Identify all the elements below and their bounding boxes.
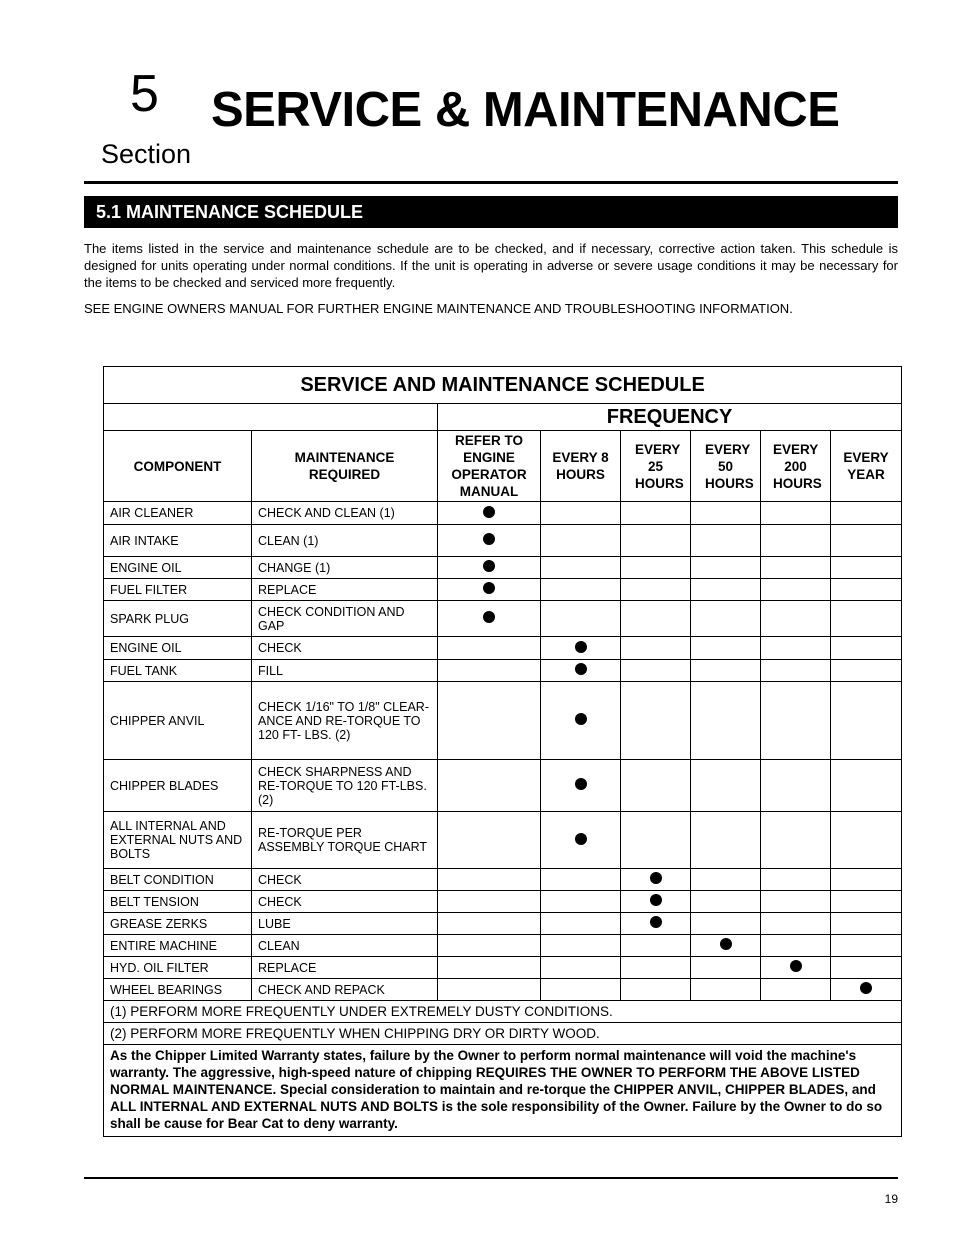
table-row [104, 812, 902, 869]
maintenance-cell: CHECK AND CLEAN (1) [252, 502, 438, 525]
frequency-dot-icon [720, 938, 732, 950]
frequency-cell [691, 891, 761, 913]
frequency-cell [691, 979, 761, 1001]
component-cell: CHIPPER ANVIL [104, 682, 252, 760]
frequency-cell [541, 557, 621, 579]
maintenance-cell: REPLACE [252, 957, 438, 979]
engine-manual-note: SEE ENGINE OWNERS MANUAL FOR FURTHER ENGINE MAINTENANCE AND TROUBLESHOOTING INFORMATION. [84, 301, 793, 316]
table-row [104, 637, 902, 660]
col-header-component: COMPONENT [104, 431, 252, 502]
col-header-every-year: EVERY YEAR [831, 431, 902, 502]
table-row [104, 913, 902, 935]
col-header-maintenance: MAINTENANCE REQUIRED [252, 431, 438, 502]
component-cell: ENGINE OIL [104, 557, 252, 579]
frequency-cell [438, 525, 541, 557]
component-cell: ENGINE OIL [104, 637, 252, 660]
frequency-cell [541, 957, 621, 979]
component-cell: BELT CONDITION [104, 869, 252, 891]
frequency-cell [541, 601, 621, 637]
col-header-every-200-hours: EVERY 200 HOURS [761, 431, 831, 502]
frequency-dot-icon [650, 872, 662, 884]
maintenance-cell: CHECK 1/16" TO 1/8" CLEAR-ANCE AND RE-TORQUE TO 120 FT- LBS. (2) [252, 682, 438, 760]
maintenance-cell: CHECK [252, 869, 438, 891]
frequency-cell [691, 760, 761, 812]
frequency-cell [621, 913, 691, 935]
frequency-cell [831, 979, 902, 1001]
frequency-cell [541, 579, 621, 601]
frequency-cell [761, 637, 831, 660]
frequency-cell [438, 812, 541, 869]
component-cell: ENTIRE MACHINE [104, 935, 252, 957]
intro-paragraph: The items listed in the service and maintenance schedule are to be checked, and if necessary, corrective action taken. This schedule is designed for units operating under normal conditions. If the unit is operating in adverse or severe usage conditions it may be necessary for the items to be checked and serviced more frequently. [84, 241, 898, 290]
table-row [104, 682, 902, 760]
frequency-dot-icon [790, 960, 802, 972]
frequency-header: FREQUENCY [438, 404, 902, 431]
table-row [104, 957, 902, 979]
table-row [104, 760, 902, 812]
frequency-cell [541, 760, 621, 812]
frequency-cell [831, 525, 902, 557]
frequency-dot-icon [483, 560, 495, 572]
component-cell: AIR INTAKE [104, 525, 252, 557]
frequency-cell [621, 935, 691, 957]
frequency-cell [541, 637, 621, 660]
frequency-cell [691, 913, 761, 935]
frequency-cell [621, 869, 691, 891]
frequency-dot-icon [575, 663, 587, 675]
footnote-2: (2) PERFORM MORE FREQUENTLY WHEN CHIPPING DRY OR DIRTY WOOD. [104, 1023, 902, 1045]
table-row [104, 601, 902, 637]
frequency-cell [831, 913, 902, 935]
frequency-dot-icon [483, 533, 495, 545]
frequency-cell [438, 957, 541, 979]
frequency-cell [621, 957, 691, 979]
frequency-dot-icon [575, 833, 587, 845]
frequency-cell [541, 502, 621, 525]
frequency-cell [541, 979, 621, 1001]
frequency-cell [541, 935, 621, 957]
frequency-cell [831, 502, 902, 525]
table-title: SERVICE AND MAINTENANCE SCHEDULE [104, 367, 902, 404]
frequency-cell [691, 869, 761, 891]
frequency-cell [691, 502, 761, 525]
frequency-cell [621, 601, 691, 637]
frequency-cell [831, 579, 902, 601]
component-cell: BELT TENSION [104, 891, 252, 913]
frequency-cell [621, 979, 691, 1001]
frequency-cell [831, 557, 902, 579]
table-row [104, 502, 902, 525]
frequency-cell [761, 557, 831, 579]
frequency-cell [831, 957, 902, 979]
frequency-cell [831, 869, 902, 891]
maintenance-cell: RE-TORQUE PER ASSEMBLY TORQUE CHART [252, 812, 438, 869]
maintenance-cell: CHANGE (1) [252, 557, 438, 579]
maintenance-cell: CHECK CONDITION AND GAP [252, 601, 438, 637]
frequency-cell [761, 525, 831, 557]
frequency-cell [831, 760, 902, 812]
frequency-cell [761, 935, 831, 957]
maintenance-cell: REPLACE [252, 579, 438, 601]
frequency-cell [541, 891, 621, 913]
column-header-row [104, 431, 902, 502]
component-cell: GREASE ZERKS [104, 913, 252, 935]
frequency-cell [621, 660, 691, 682]
warranty-notice: As the Chipper Limited Warranty states, failure by the Owner to perform normal maintenance will void the machine's warranty. The aggressive, high-speed nature of chipping REQUIRES THE OWNER TO PERFORM THE ABOVE LISTED NORMAL MAINTENANCE. Special consideration to maintain and re-torque the CHIPPER ANVIL, CHIPPER BLADES, and ALL INTERNAL AND EXTERNAL NUTS AND BOLTS is the sole responsibility of the Owner. Failure by the Owner to do so shall be cause for Bear Cat to deny warranty. [104, 1045, 902, 1137]
frequency-cell [691, 637, 761, 660]
frequency-dot-icon [575, 713, 587, 725]
component-cell: FUEL FILTER [104, 579, 252, 601]
frequency-dot-icon [860, 982, 872, 994]
table-row [104, 891, 902, 913]
frequency-dot-icon [483, 611, 495, 623]
frequency-cell [831, 660, 902, 682]
frequency-cell [761, 979, 831, 1001]
frequency-cell [691, 682, 761, 760]
frequency-cell [831, 637, 902, 660]
page-number: 19 [884, 1192, 898, 1206]
frequency-dot-icon [483, 506, 495, 518]
maintenance-cell: CHECK SHARPNESS AND RE-TORQUE TO 120 FT-LBS. (2) [252, 760, 438, 812]
frequency-cell [761, 660, 831, 682]
component-cell: SPARK PLUG [104, 601, 252, 637]
section-title: SERVICE & MAINTENANCE [211, 83, 840, 137]
col-header-refer-manual: REFER TO ENGINE OPERATOR MANUAL [438, 431, 541, 502]
col-header-every-50-hours: EVERY 50 HOURS [691, 431, 761, 502]
frequency-cell [621, 812, 691, 869]
table-row [104, 935, 902, 957]
frequency-cell [541, 682, 621, 760]
table-row [104, 660, 902, 682]
maintenance-cell: LUBE [252, 913, 438, 935]
frequency-cell [761, 601, 831, 637]
frequency-cell [438, 979, 541, 1001]
blank-header-cell [104, 404, 438, 431]
frequency-cell [691, 601, 761, 637]
maintenance-cell: CLEAN (1) [252, 525, 438, 557]
frequency-cell [761, 579, 831, 601]
frequency-cell [438, 913, 541, 935]
frequency-cell [438, 637, 541, 660]
frequency-cell [691, 812, 761, 869]
section-number: 5 [130, 65, 159, 123]
frequency-dot-icon [575, 641, 587, 653]
frequency-cell [621, 579, 691, 601]
frequency-cell [831, 812, 902, 869]
col-header-every-8-hours: EVERY 8 HOURS [541, 431, 621, 502]
frequency-cell [831, 891, 902, 913]
frequency-cell [691, 579, 761, 601]
frequency-cell [761, 869, 831, 891]
table-row [104, 869, 902, 891]
frequency-cell [541, 913, 621, 935]
frequency-dot-icon [650, 916, 662, 928]
frequency-cell [438, 869, 541, 891]
col-header-every-25-hours: EVERY 25 HOURS [621, 431, 691, 502]
bottom-divider [84, 1177, 898, 1179]
maintenance-schedule-table [103, 366, 902, 1137]
table-row [104, 525, 902, 557]
maintenance-cell: CHECK AND REPACK [252, 979, 438, 1001]
frequency-cell [541, 525, 621, 557]
frequency-cell [621, 891, 691, 913]
frequency-cell [761, 760, 831, 812]
frequency-cell [438, 935, 541, 957]
component-cell: ALL INTERNAL AND EXTERNAL NUTS AND BOLTS [104, 812, 252, 869]
frequency-cell [438, 760, 541, 812]
frequency-cell [621, 760, 691, 812]
component-cell: CHIPPER BLADES [104, 760, 252, 812]
subsection-heading: 5.1 MAINTENANCE SCHEDULE [84, 196, 898, 228]
frequency-cell [541, 812, 621, 869]
frequency-cell [438, 682, 541, 760]
footnote-1: (1) PERFORM MORE FREQUENTLY UNDER EXTREMELY DUSTY CONDITIONS. [104, 1001, 902, 1023]
table-row [104, 557, 902, 579]
frequency-cell [621, 682, 691, 760]
frequency-cell [691, 935, 761, 957]
frequency-cell [438, 601, 541, 637]
frequency-cell [761, 891, 831, 913]
frequency-cell [761, 502, 831, 525]
frequency-cell [761, 682, 831, 760]
frequency-dot-icon [650, 894, 662, 906]
maintenance-cell: CHECK [252, 637, 438, 660]
maintenance-cell: FILL [252, 660, 438, 682]
frequency-cell [541, 660, 621, 682]
component-cell: AIR CLEANER [104, 502, 252, 525]
component-cell: FUEL TANK [104, 660, 252, 682]
frequency-cell [761, 957, 831, 979]
component-cell: WHEEL BEARINGS [104, 979, 252, 1001]
table-row [104, 579, 902, 601]
frequency-cell [438, 891, 541, 913]
frequency-cell [691, 957, 761, 979]
frequency-cell [541, 869, 621, 891]
frequency-cell [831, 601, 902, 637]
frequency-dot-icon [483, 582, 495, 594]
frequency-cell [831, 682, 902, 760]
maintenance-cell: CHECK [252, 891, 438, 913]
frequency-cell [831, 935, 902, 957]
table-row [104, 979, 902, 1001]
frequency-cell [691, 660, 761, 682]
frequency-cell [691, 525, 761, 557]
frequency-dot-icon [575, 778, 587, 790]
top-divider [84, 181, 898, 184]
frequency-cell [691, 557, 761, 579]
frequency-cell [761, 812, 831, 869]
frequency-cell [621, 525, 691, 557]
frequency-cell [761, 913, 831, 935]
frequency-cell [621, 637, 691, 660]
frequency-cell [438, 557, 541, 579]
frequency-cell [621, 557, 691, 579]
maintenance-cell: CLEAN [252, 935, 438, 957]
frequency-cell [621, 502, 691, 525]
section-label: Section [101, 139, 192, 169]
frequency-cell [438, 660, 541, 682]
frequency-cell [438, 579, 541, 601]
component-cell: HYD. OIL FILTER [104, 957, 252, 979]
frequency-cell [438, 502, 541, 525]
